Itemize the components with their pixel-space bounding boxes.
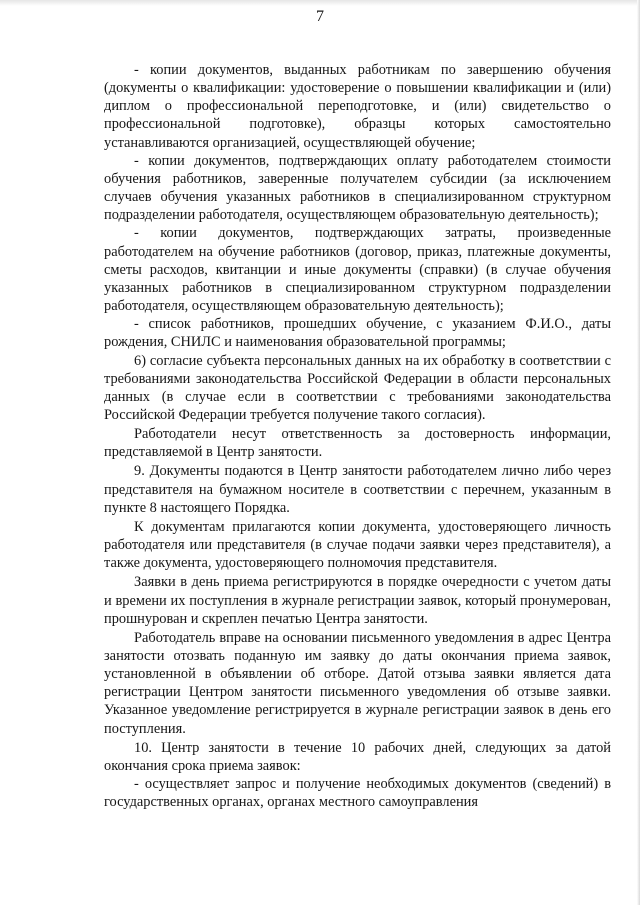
scan-shadow-top [0,0,640,6]
paragraph-request-documents: - осуществляет запрос и получение необходимых документов (сведений) в государственных органах, органах местного самоуправления [104,776,611,811]
paragraph-registration: Заявки в день приема регистрируются в порядке очередности с учетом даты и времени их поступления в журнале регистрации заявок, который пронумерован, прошнурован и скреплен печатью Центра занятости. [104,574,611,627]
document-body [104,61,611,811]
paragraph-employee-list: - список работников, прошедших обучение, с указанием Ф.И.О., даты рождения, СНИЛС и наименования образовательной программы; [104,316,611,351]
paragraph-item-9: 9. Документы подаются в Центр занятости работодателем лично либо через представителя на бумажном носителе в соответствии с перечнем, указанным в пункте 8 настоящего Порядка. [104,463,611,516]
paragraph-payment-documents: - копии документов, подтверждающих оплату работодателем стоимости обучения работников, заверенные получателем субсидии (за исключением случаев обучения указанных работников в специализированном структурном подразделении работодателя, осуществляющем образовательную деятельность); [104,152,611,224]
paragraph-item-10: 10. Центр занятости в течение 10 рабочих дней, следующих за датой окончания срока приема заявок: [104,739,611,774]
page-number: 7 [316,8,324,25]
paragraph-personal-data-consent: 6) согласие субъекта персональных данных на их обработку в соответствии с требованиями законодательства Российской Федерации в области персональных данных (в случае если в соответствии с требованиями законодательства Российской Федерации требуется получение такого согласия). [104,352,611,423]
paragraph-expense-documents: - копии документов, подтверждающих затраты, произведенные работодателем на обучение работников (договор, приказ, платежные документы, сметы расходов, квитанции и иные документы (справки) (в случае обучения указанных работников в специализированном структурном подразделении работодателя, осуществляющем образовательную деятельность); [104,225,611,315]
paragraph-withdrawal: Работодатель вправе на основании письменного уведомления в адрес Центра занятости отозвать поданную им заявку до даты окончания приема заявок, установленной в объявлении об отборе. Датой отзыва заявки является дата регистрации Центром занятости письменного уведомления об отзыве заявки. Указанное уведомление регистрируется в журнале регистрации заявок в день его поступления. [104,629,611,737]
paragraph-employer-responsibility: Работодатели несут ответственность за достоверность информации, представляемой в Центр занятости. [104,426,611,461]
paragraph-training-documents: - копии документов, выданных работникам по завершению обучения (документы о квалификации: удостоверение о повышении квалификации и (или) диплом о профессиональной переподготовке, и (или) свидетельство о профессиональной подготовке), образцы которых самостоятельно устанавливаются организацией, осуществляющей обучение; [104,62,611,151]
paragraph-attached-copies: К документам прилагаются копии документа, удостоверяющего личность работодателя или представителя (в случае подачи заявки через представителя), а также документа, удостоверяющего полномочия представителя. [104,518,611,572]
